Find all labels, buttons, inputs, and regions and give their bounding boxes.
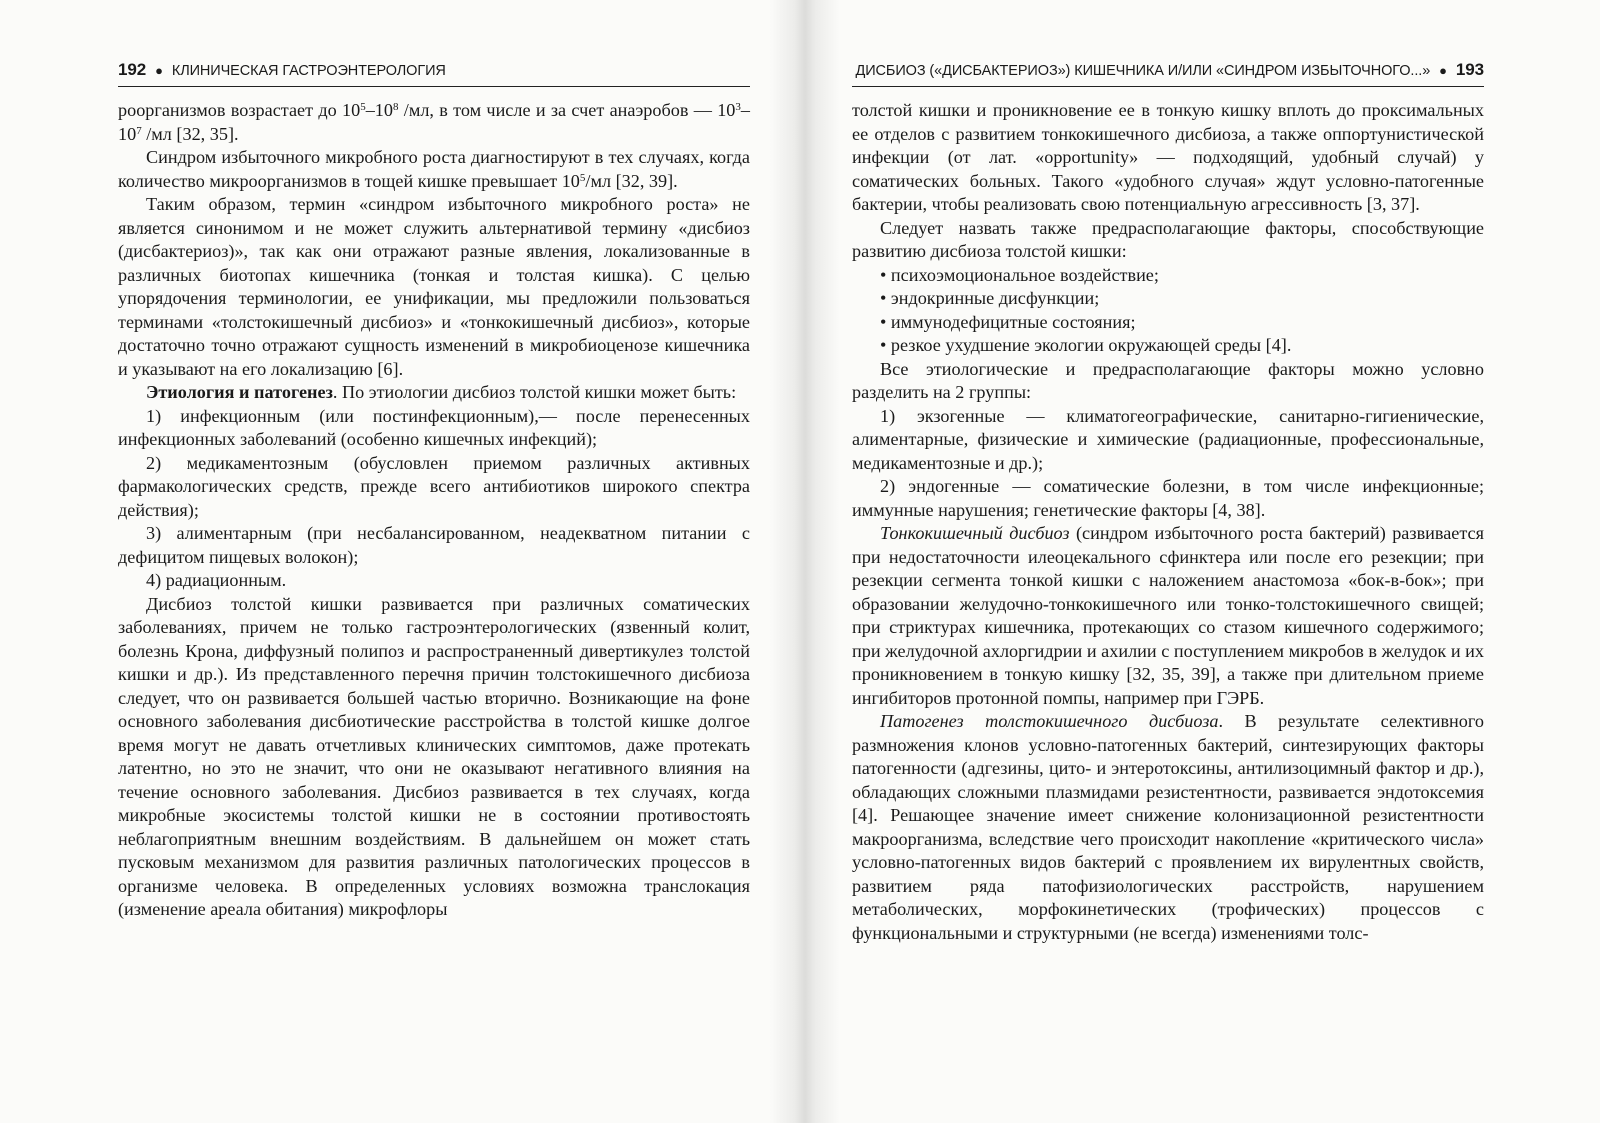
paragraph: Дисбиоз толстой кишки развивается при различных соматических заболеваниях, причем не только гастроэнтерологических (язвенный колит, болезнь Крона, диффузный полипоз и распространенный дивертикулез толстой кишки и др.). Из представленного перечня причин толстокишечного дисбиоза следует, что он развивается большей частью вторично. Возникающие на фоне основного заболевания дисбиотические расстройства в толстой кишке долгое время могут не давать отчетливых клинических симптомов, даже протекать латентно, но это не значит, что они не оказывают негативного влияния на течение основного заболевания. Дисбиоз развивается в тех случаях, когда микробные экосистемы толстой кишки не в состоянии противостоять неблагоприятным внешним воздействиям. В дальнейшем он может стать пусковым механизмом для развития различных патологических процессов в организме человека. В определенных условиях возможна транслокация (изменение ареала обитания) микрофлоры [118, 593, 750, 919]
paragraph: Таким образом, термин «синдром избыточного микробного роста» не является синонимом и не может служить альтернативой термину «дисбиоз (дисбактериоз)», так как они отражают разные явления, локализованные в различных биотопах кишечника (тонкая и толстая кишка). С целью упорядочения терминологии, ее унификации, мы предложили пользоваться терминами «толстокишечный дисбиоз» и «тонкокишечный дисбиоз», которые достаточно точно отражают сущность изменений в микробиоценозе кишечника и указывают на его локализацию [6]. [118, 194, 750, 379]
right-header-title: ДИСБИОЗ («ДИСБАКТЕРИОЗ») КИШЕЧНИКА И/ИЛИ «СИНДРОМ ИЗБЫТОЧНОГО...» [855, 63, 1431, 79]
right-running-header [852, 60, 1484, 87]
italic-term: Тонкокишечный дисбиоз [880, 523, 1070, 543]
right-page [852, 60, 1484, 945]
paragraph: Патогенез толстокишечного дисбиоза. В результате селективного размножения клонов условно-патогенных бактерий, синтезирующих факторы патогенности (адгезины, цито- и энтеротоксины, антилизоцимный фактор и др.), обладающих сложными плазмидами резистентности, развивается эндотоксемия [4]. Решающее значение имеет снижение колонизационной резистентности макроорганизма, вследствие чего происходит накопление «критического числа» условно-патогенных видов бактерий с проявлением их вирулентных свойств, развитием ряда патофизиологических расстройств, нарушением метаболических, морфокинетических (трофических) процессов с функциональными и структурными (не всегда) изменениями толс- [852, 711, 1484, 943]
list-item: 1) инфекционным (или постинфекционным),— после перенесенных инфекционных заболеваний (особенно кишечных инфекций); [118, 405, 750, 449]
italic-term: Патогенез толстокишечного дисбиоза [880, 711, 1219, 731]
book-gutter [770, 0, 840, 1123]
page-number-right: 193 [1455, 60, 1484, 79]
list-item: • иммунодефицитные состояния; [880, 311, 1136, 332]
list-item: • эндокринные дисфункции; [880, 288, 1100, 308]
bullet-separator: ● [155, 63, 163, 78]
list-item: 3) алиментарным (при несбалансированном, неадекватном питании с дефицитом пищевых волокон); [118, 523, 750, 567]
list-item: • резкое ухудшение экологии окружающей среды [4]. [880, 335, 1292, 355]
paragraph: Следует назвать также предрасполагающие факторы, способствующие развитию дисбиоза толстой кишки: [852, 217, 1484, 261]
list-item: • психоэмоциональное воздействие; [880, 264, 1159, 285]
paragraph: Синдром избыточного микробного роста диагностируют в тех случаях, когда количество микроорганизмов в тощей кишке превышает $10^5/мл$ [32, 39]. [118, 147, 750, 191]
left-page [118, 60, 750, 922]
list-item: 4) радиационным. [146, 570, 287, 590]
paragraph: Все этиологические и предрасполагающие факторы можно условно разделить на 2 группы: [852, 358, 1484, 402]
list-item: 2) эндогенные — соматические болезни, в том числе инфекционные; иммунные нарушения; генетические факторы [4, 38]. [852, 476, 1484, 520]
paragraph: толстой кишки и проникновение ее в тонкую кишку вплоть до проксимальных ее отделов с развитием тонкокишечного дисбиоза, а также оппортунистической инфекции (от лат. «opportunity» — подходящий, удобный случай) у соматических больных. Такого «удобного случая» ждут условно-патогенные бактерии, чтобы реализовать свою потенциальную агрессивность [3, 37]. [852, 100, 1484, 214]
left-body [118, 99, 750, 922]
left-header-title: КЛИНИЧЕСКАЯ ГАСТРОЭНТЕРОЛОГИЯ [171, 63, 446, 79]
bullet-separator: ● [1439, 63, 1447, 78]
right-body [852, 99, 1484, 945]
paragraph: Этиология и патогенез. По этиологии дисбиоз толстой кишки может быть: [146, 382, 737, 402]
list-item: 2) медикаментозным (обусловлен приемом различных активных фармакологических средств, прежде всего антибиотиков широкого спектра действия); [118, 452, 750, 520]
list-item: 1) экзогенные — климатогеографические, санитарно-гигиенические, алиментарные, физические и химические (радиационные, профессиональные, медикаментозные и др.); [852, 405, 1484, 473]
section-heading: Этиология и патогенез [146, 382, 333, 402]
left-running-header [118, 60, 750, 87]
page-number-left: 192 [118, 60, 147, 79]
paragraph: Тонкокишечный дисбиоз (синдром избыточного роста бактерий) развивается при недостаточности илеоцекального сфинктера или после его резекции; при резекции сегмента тонкой кишки с наложением анастомоза «бок-в-бок»; при образовании желудочно-тонкокишечного или тонко-толстокишечного свищей; при стриктурах кишечника, протекающих со стазом кишечного содержимого; при желудочной ахлоргидрии и ахилии с поступлением микробов в желудок и их проникновением в тонкую кишку [32, 35, 39], а также при длительном приеме ингибиторов протонной помпы, например при ГЭРБ. [852, 523, 1484, 708]
paragraph: роорганизмов возрастает до $10^5-10^8$ /мл, в том числе и за счет анаэробов — $10^3-10^7$ /мл [32, 35]. [118, 100, 750, 144]
